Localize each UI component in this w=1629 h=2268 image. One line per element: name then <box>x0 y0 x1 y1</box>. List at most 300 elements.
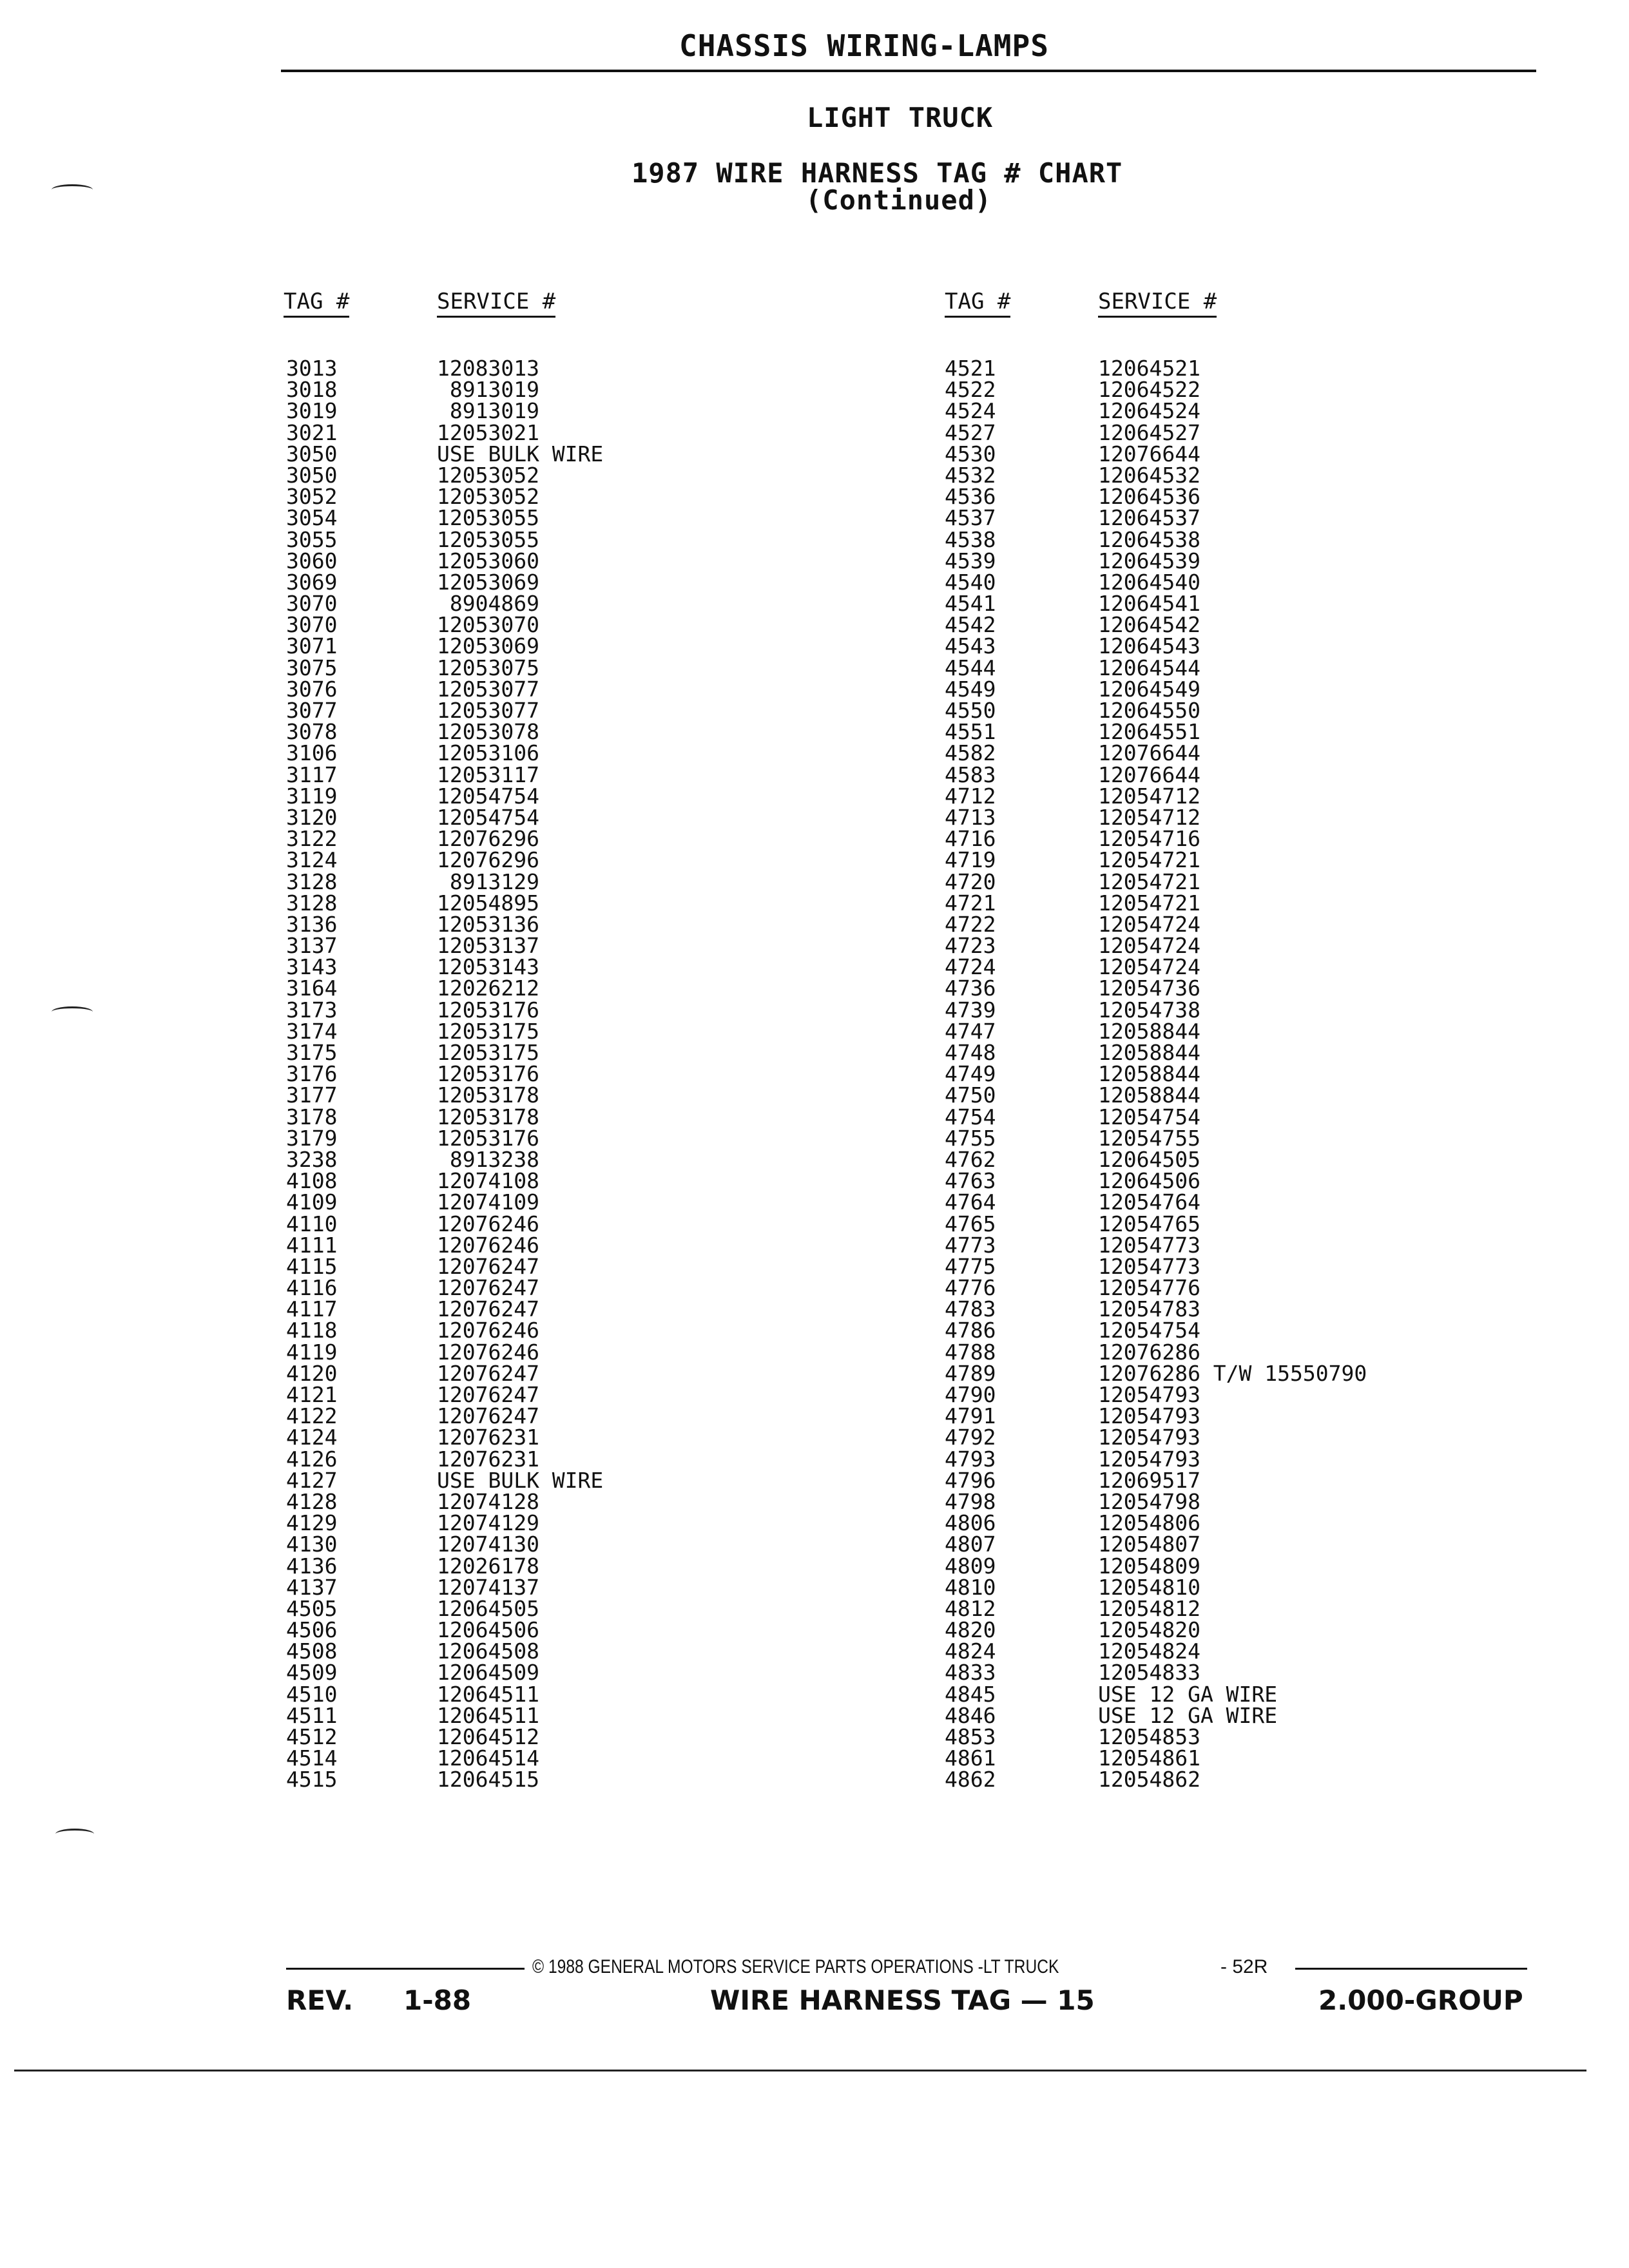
table-row <box>286 719 737 745</box>
table-row <box>945 911 1460 937</box>
tag-number: 3120 <box>286 804 338 830</box>
table-row <box>945 804 1460 830</box>
table-row <box>286 954 737 980</box>
service-number: 12076247 <box>437 1403 539 1429</box>
service-number: 12064532 <box>1098 462 1200 488</box>
service-number: 12064541 <box>1098 591 1200 617</box>
table-row <box>945 1042 1460 1063</box>
tag-number: 3070 <box>286 612 338 638</box>
service-number: USE BULK WIRE <box>437 1467 604 1493</box>
table-row <box>945 1360 1460 1386</box>
table-row <box>286 1681 737 1707</box>
table-row <box>945 1213 1460 1235</box>
service-number: 12053178 <box>437 1082 539 1108</box>
service-number: 12053178 <box>437 1104 539 1129</box>
tag-number: 3143 <box>286 954 338 980</box>
bottom-rule <box>14 2070 1586 2071</box>
tag-number: 4116 <box>286 1275 338 1301</box>
service-number: 12054754 <box>437 804 539 830</box>
service-number: 12064508 <box>437 1639 539 1664</box>
tag-number: 4736 <box>945 975 996 1001</box>
service-number: 12064543 <box>1098 633 1200 659</box>
table-row <box>286 1702 737 1728</box>
table-row <box>945 1405 1460 1427</box>
table-row <box>286 999 737 1021</box>
service-number: 12054776 <box>1098 1275 1200 1301</box>
table-row <box>286 1660 737 1686</box>
service-number: 12053143 <box>437 954 539 980</box>
tag-number: 3077 <box>286 698 338 723</box>
tag-number: 4120 <box>286 1360 338 1386</box>
table-row <box>286 785 737 807</box>
tag-number: 4790 <box>945 1382 996 1407</box>
table-row <box>286 1769 737 1790</box>
table-row <box>286 678 737 700</box>
service-number: 12069517 <box>1098 1467 1200 1493</box>
tag-number: 3052 <box>286 484 338 510</box>
service-number: 12054712 <box>1098 783 1200 809</box>
service-number: 12053117 <box>437 762 539 787</box>
footer-rev-date: 1-88 <box>403 1984 472 2016</box>
service-number: 12076247 <box>437 1382 539 1407</box>
table-row <box>945 892 1460 914</box>
table-row <box>286 1384 737 1405</box>
table-row <box>945 1488 1460 1514</box>
service-number: 12054712 <box>1098 804 1200 830</box>
tag-number: 3122 <box>286 826 338 852</box>
tag-number: 4541 <box>945 591 996 617</box>
service-number: 12053070 <box>437 612 539 638</box>
tag-number: 4765 <box>945 1211 996 1236</box>
tag-number: 4111 <box>286 1232 338 1258</box>
service-number: 12053176 <box>437 1061 539 1087</box>
service-number: 12076247 <box>437 1275 539 1301</box>
service-number: 12064549 <box>1098 676 1200 702</box>
tag-number: 4542 <box>945 612 996 638</box>
tag-number: 4755 <box>945 1125 996 1151</box>
table-row <box>945 591 1460 617</box>
table-row <box>945 1061 1460 1087</box>
tag-number: 3069 <box>286 569 338 595</box>
table-row <box>945 933 1460 959</box>
table-row <box>945 612 1460 638</box>
tag-number: 4749 <box>945 1061 996 1087</box>
table-row <box>945 1510 1460 1536</box>
tag-number: 4812 <box>945 1595 996 1621</box>
tag-number: 4515 <box>286 1767 338 1792</box>
footer-rev-label: REV. <box>286 1984 354 2016</box>
tag-number: 4136 <box>286 1553 338 1579</box>
service-number: 12064551 <box>1098 719 1200 745</box>
service-number: 12074109 <box>437 1189 539 1215</box>
tag-number: 4527 <box>945 419 996 445</box>
table-row <box>945 1275 1460 1301</box>
service-number: 12064536 <box>1098 484 1200 510</box>
table-row <box>945 462 1460 488</box>
table-row <box>286 462 737 488</box>
table-row <box>945 1427 1460 1448</box>
tag-number: 4786 <box>945 1318 996 1343</box>
table-row <box>286 1427 737 1448</box>
table-row <box>945 1191 1460 1213</box>
service-number: 8913019 <box>437 398 539 424</box>
service-number: 12054862 <box>1098 1767 1200 1792</box>
table-row <box>945 443 1460 465</box>
footer-group: 2.000-GROUP <box>1318 1984 1523 2016</box>
tag-number: 4762 <box>945 1146 996 1172</box>
service-number: 12053106 <box>437 740 539 766</box>
table-row <box>286 1042 737 1063</box>
footer-page-code: - 52R <box>1220 1956 1268 1977</box>
service-number: 8913019 <box>437 377 539 403</box>
service-number: 12054810 <box>1098 1574 1200 1600</box>
tag-number: 4509 <box>286 1660 338 1686</box>
tag-number: 3076 <box>286 676 338 702</box>
margin-mark <box>55 1829 94 1840</box>
table-row <box>945 635 1460 657</box>
table-row <box>945 1640 1460 1662</box>
table-row <box>945 358 1460 379</box>
service-number: 12053137 <box>437 933 539 959</box>
service-number: 12054807 <box>1098 1532 1200 1557</box>
service-number: 12053060 <box>437 548 539 573</box>
tag-number: 4723 <box>945 933 996 959</box>
table-row <box>286 569 737 595</box>
service-number: 12054895 <box>437 890 539 916</box>
header-rule <box>281 70 1536 72</box>
table-row <box>945 505 1460 531</box>
table-row <box>945 526 1460 552</box>
table-row <box>286 1061 737 1087</box>
table-row <box>286 1617 737 1643</box>
service-number: 12076246 <box>437 1232 539 1258</box>
tag-number: 3119 <box>286 783 338 809</box>
tag-number: 4820 <box>945 1617 996 1643</box>
service-number: 12054773 <box>1098 1253 1200 1279</box>
table-row <box>286 484 737 510</box>
service-number: 12064522 <box>1098 377 1200 403</box>
tag-number: 4712 <box>945 783 996 809</box>
tag-number: 3019 <box>286 398 338 424</box>
footer-rule-left <box>286 1968 525 1970</box>
service-number: 12076296 <box>437 826 539 852</box>
table-row <box>286 1726 737 1747</box>
left-service-header: SERVICE # <box>437 289 555 318</box>
tag-number: 3124 <box>286 847 338 873</box>
tag-number: 4122 <box>286 1403 338 1429</box>
service-number: 12054716 <box>1098 826 1200 852</box>
service-number: 12054754 <box>437 783 539 809</box>
tag-number: 4538 <box>945 526 996 552</box>
tag-number: 4550 <box>945 698 996 723</box>
service-number: 12054806 <box>1098 1510 1200 1536</box>
right-tag-table <box>945 358 1460 1791</box>
tag-number: 4853 <box>945 1724 996 1749</box>
service-number: 12076644 <box>1098 441 1200 466</box>
table-row <box>945 1574 1460 1600</box>
service-number: 12053069 <box>437 633 539 659</box>
service-number: 12076247 <box>437 1360 539 1386</box>
service-number: 12064506 <box>1098 1168 1200 1194</box>
table-row <box>945 847 1460 873</box>
service-number: 12076286 T/W 15550790 <box>1098 1360 1367 1386</box>
service-number: 12054724 <box>1098 954 1200 980</box>
table-row <box>945 1084 1460 1106</box>
tag-number: 4845 <box>945 1681 996 1707</box>
tag-number: 4543 <box>945 633 996 659</box>
tag-number: 3021 <box>286 419 338 445</box>
tag-number: 4809 <box>945 1553 996 1579</box>
service-number: 12026212 <box>437 975 539 1001</box>
table-row <box>945 1298 1460 1320</box>
table-row <box>945 1106 1460 1128</box>
tag-number: 4505 <box>286 1595 338 1621</box>
table-row <box>286 911 737 937</box>
service-number: 12053055 <box>437 526 539 552</box>
tag-number: 4719 <box>945 847 996 873</box>
tag-number: 4110 <box>286 1211 338 1236</box>
service-number: 12054833 <box>1098 1660 1200 1686</box>
table-row <box>945 569 1460 595</box>
tag-number: 4510 <box>286 1681 338 1707</box>
tag-number: 4551 <box>945 719 996 745</box>
service-number: 12054721 <box>1098 847 1200 873</box>
tag-number: 3178 <box>286 1104 338 1129</box>
service-number: 12074137 <box>437 1574 539 1600</box>
table-row <box>945 871 1460 892</box>
table-row <box>286 419 737 445</box>
tag-number: 4748 <box>945 1040 996 1065</box>
tag-number: 3176 <box>286 1061 338 1087</box>
table-row <box>286 1018 737 1044</box>
tag-number: 4739 <box>945 997 996 1023</box>
tag-number: 4118 <box>286 1318 338 1343</box>
table-row <box>286 505 737 531</box>
service-number: 12054754 <box>1098 1104 1200 1129</box>
service-number: 12054754 <box>1098 1318 1200 1343</box>
tag-number: 3055 <box>286 526 338 552</box>
service-number: 12026178 <box>437 1553 539 1579</box>
tag-number: 4721 <box>945 890 996 916</box>
tag-number: 3054 <box>286 505 338 531</box>
table-row <box>945 764 1460 785</box>
service-number: 12054793 <box>1098 1446 1200 1472</box>
left-tag-header: TAG # <box>284 289 349 318</box>
table-row <box>945 377 1460 403</box>
table-row <box>945 785 1460 807</box>
margin-mark <box>52 1006 93 1017</box>
table-row <box>945 999 1460 1021</box>
table-row <box>945 678 1460 700</box>
footer-rule-right <box>1295 1968 1527 1970</box>
tag-number: 4716 <box>945 826 996 852</box>
service-number: 12053077 <box>437 698 539 723</box>
service-number: 12054809 <box>1098 1553 1200 1579</box>
service-number: 12054724 <box>1098 933 1200 959</box>
tag-number: 4747 <box>945 1018 996 1044</box>
table-row <box>286 1298 737 1320</box>
tag-number: 3071 <box>286 633 338 659</box>
service-number: 12076296 <box>437 847 539 873</box>
tag-number: 4115 <box>286 1253 338 1279</box>
table-row <box>286 635 737 657</box>
table-row <box>945 1125 1460 1151</box>
table-row <box>286 1320 737 1341</box>
tag-number: 3175 <box>286 1040 338 1065</box>
tag-number: 4119 <box>286 1339 338 1365</box>
service-number: 12076644 <box>1098 740 1200 766</box>
service-number: 12076247 <box>437 1296 539 1322</box>
table-row <box>286 1747 737 1769</box>
tag-number: 4789 <box>945 1360 996 1386</box>
table-row <box>945 1168 1460 1194</box>
service-number: USE BULK WIRE <box>437 441 604 466</box>
tag-number: 3013 <box>286 356 338 381</box>
service-number: 12054721 <box>1098 869 1200 894</box>
service-number: 12064538 <box>1098 526 1200 552</box>
service-number: 12064512 <box>437 1724 539 1749</box>
tag-number: 4722 <box>945 911 996 937</box>
tag-number: 4514 <box>286 1745 338 1771</box>
right-service-header: SERVICE # <box>1098 289 1217 318</box>
service-number: 12058844 <box>1098 1018 1200 1044</box>
tag-number: 4137 <box>286 1574 338 1600</box>
table-row <box>945 719 1460 745</box>
service-number: 12064537 <box>1098 505 1200 531</box>
tag-number: 4846 <box>945 1702 996 1728</box>
tag-number: 4506 <box>286 1617 338 1643</box>
service-number: 12054738 <box>1098 997 1200 1023</box>
table-row <box>945 1146 1460 1172</box>
table-row <box>286 1125 737 1151</box>
table-row <box>286 1232 737 1258</box>
table-row <box>945 1726 1460 1747</box>
tag-number: 3173 <box>286 997 338 1023</box>
service-number: 8913238 <box>437 1146 539 1172</box>
table-row <box>286 526 737 552</box>
continued-label: (Continued) <box>805 184 992 216</box>
table-row <box>945 550 1460 572</box>
tag-number: 4121 <box>286 1382 338 1407</box>
table-row <box>286 1146 737 1172</box>
tag-number: 3174 <box>286 1018 338 1044</box>
service-number: 8904869 <box>437 591 539 617</box>
tag-number: 4861 <box>945 1745 996 1771</box>
page-subtitle: LIGHT TRUCK <box>807 102 994 133</box>
tag-number: 4810 <box>945 1574 996 1600</box>
tag-number: 4720 <box>945 869 996 894</box>
service-number: 12054721 <box>1098 890 1200 916</box>
table-row <box>286 657 737 678</box>
tag-number: 4117 <box>286 1296 338 1322</box>
table-row <box>945 700 1460 721</box>
table-row <box>945 1018 1460 1044</box>
service-number: 12054812 <box>1098 1595 1200 1621</box>
table-row <box>286 550 737 572</box>
tag-number: 4530 <box>945 441 996 466</box>
table-row <box>945 1320 1460 1341</box>
service-number: 12054861 <box>1098 1745 1200 1771</box>
service-number: 12053078 <box>437 719 539 745</box>
tag-number: 4512 <box>286 1724 338 1749</box>
tag-number: 4539 <box>945 548 996 573</box>
tag-number: 3018 <box>286 377 338 403</box>
service-number: 12053175 <box>437 1040 539 1065</box>
tag-number: 4524 <box>945 398 996 424</box>
service-number: 12064524 <box>1098 398 1200 424</box>
table-row <box>286 1084 737 1106</box>
table-row <box>286 1168 737 1194</box>
tag-number: 4109 <box>286 1189 338 1215</box>
tag-number: 4582 <box>945 740 996 766</box>
table-row <box>286 1341 737 1363</box>
service-number: 12053052 <box>437 484 539 510</box>
tag-number: 3238 <box>286 1146 338 1172</box>
tag-number: 4536 <box>945 484 996 510</box>
table-row <box>945 1341 1460 1363</box>
table-row <box>945 1384 1460 1405</box>
tag-number: 3070 <box>286 591 338 617</box>
service-number: 12064511 <box>437 1681 539 1707</box>
tag-number: 4763 <box>945 1168 996 1194</box>
service-number: 12076247 <box>437 1253 539 1279</box>
table-row <box>286 1191 737 1213</box>
tag-number: 4807 <box>945 1532 996 1557</box>
service-number: 12054724 <box>1098 911 1200 937</box>
table-row <box>945 1769 1460 1790</box>
margin-mark <box>52 184 93 195</box>
service-number: 12053021 <box>437 419 539 445</box>
left-tag-table <box>286 358 737 1791</box>
table-row <box>286 1253 737 1279</box>
footer-copyright: © 1988 GENERAL MOTORS SERVICE PARTS OPERATIONS -LT TRUCK <box>532 1956 1059 1977</box>
service-number: 12083013 <box>437 356 539 381</box>
table-row <box>945 419 1460 445</box>
table-row <box>945 1595 1460 1621</box>
service-number: 12054793 <box>1098 1403 1200 1429</box>
service-number: 12064550 <box>1098 698 1200 723</box>
tag-number: 3128 <box>286 890 338 916</box>
tag-number: 4130 <box>286 1532 338 1557</box>
tag-number: 4775 <box>945 1253 996 1279</box>
table-row <box>945 1681 1460 1707</box>
table-row <box>286 871 737 892</box>
tag-number: 3164 <box>286 975 338 1001</box>
tag-number: 4522 <box>945 377 996 403</box>
table-row <box>945 1702 1460 1728</box>
service-number: 12064539 <box>1098 548 1200 573</box>
service-number: 12054824 <box>1098 1639 1200 1664</box>
tag-number: 4108 <box>286 1168 338 1194</box>
service-number: 12076246 <box>437 1339 539 1365</box>
table-row <box>286 1213 737 1235</box>
page-title: CHASSIS WIRING-LAMPS <box>679 28 1049 63</box>
table-row <box>286 591 737 617</box>
service-number: 12064540 <box>1098 569 1200 595</box>
service-number: 12074108 <box>437 1168 539 1194</box>
service-number: 12054765 <box>1098 1211 1200 1236</box>
service-number: 12074129 <box>437 1510 539 1536</box>
table-row <box>945 1253 1460 1279</box>
service-number: 12074130 <box>437 1532 539 1557</box>
tag-number: 4788 <box>945 1339 996 1365</box>
tag-number: 3136 <box>286 911 338 937</box>
table-row <box>286 700 737 721</box>
tag-number: 4824 <box>945 1639 996 1664</box>
service-number: 12058844 <box>1098 1040 1200 1065</box>
tag-number: 4128 <box>286 1488 338 1514</box>
tag-number: 4583 <box>945 762 996 787</box>
